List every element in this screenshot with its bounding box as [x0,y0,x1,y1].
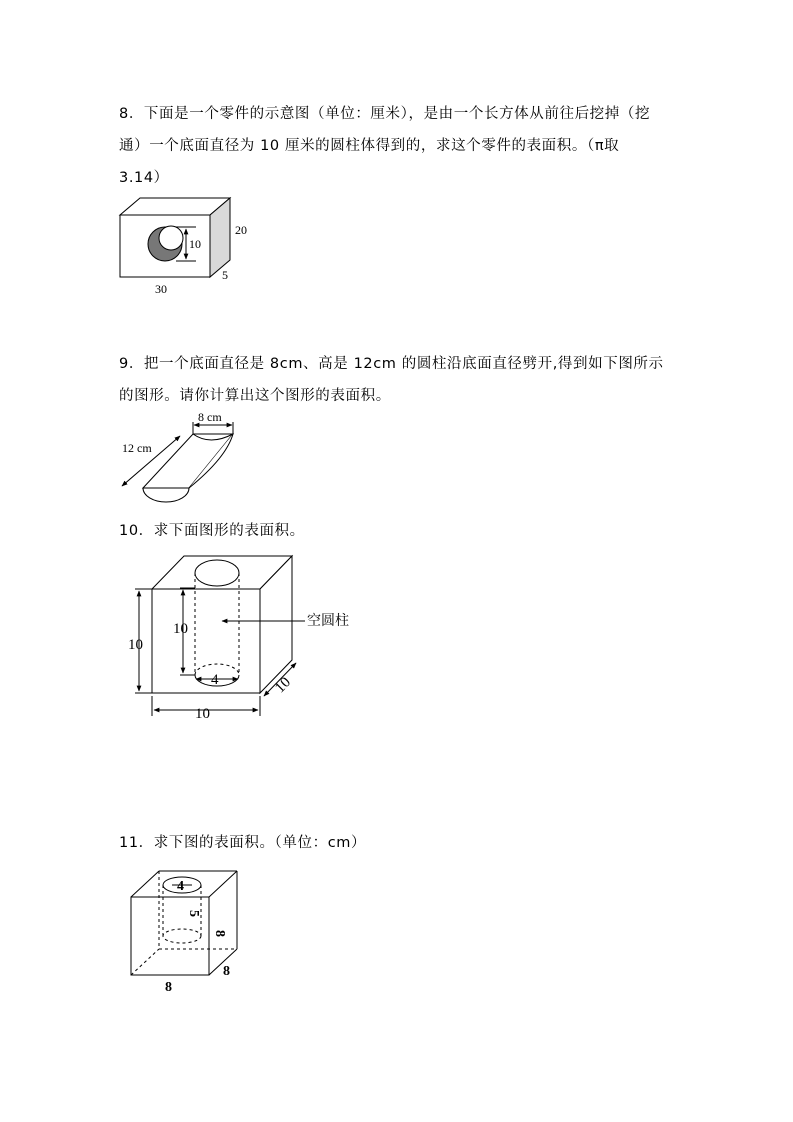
q11-label-height: 8 [212,930,227,937]
q8-text-line2: 通）一个底面直径为 10 厘米的圆柱体得到的，求这个零件的表面积。（π取 [119,138,620,154]
q10-label-inner-height: 10 [173,621,188,637]
q10-text-line1: 10．求下面图形的表面积。 [119,523,305,539]
q11-label-width: 8 [165,980,172,995]
q9-text-line1: 9．把一个底面直径是 8cm、高是 12cm 的圆柱沿底面直径劈开,得到如下图所示 [119,356,664,372]
q8-text-line1: 8．下面是一个零件的示意图（单位：厘米），是由一个长方体从前往后挖掉（挖 [119,106,651,122]
q8-label-diameter: 10 [189,237,201,251]
q10-label-callout: 空圆柱 [307,613,349,629]
q10-label-width: 10 [195,706,210,722]
q8-figure [110,192,270,302]
q8-label-height: 20 [235,223,247,237]
q9-half-cylinder [143,434,233,502]
q11-cube [131,871,237,975]
q10-figure [125,550,365,725]
q10-label-diameter: 4 [211,672,219,688]
q11-text-line1: 11．求下图的表面积。（单位：cm） [119,835,367,851]
q9-figure [110,410,250,510]
q8-text-line3: 3.14） [119,170,169,186]
q9-text-line2: 的图形。请你计算出这个图形的表面积。 [119,388,391,404]
q11-figure [120,866,270,996]
q8-label-depth: 5 [222,268,228,282]
q9-label-diameter: 8 cm [198,410,222,424]
q8-label-length: 30 [155,282,167,296]
q8-cylinder-hole [148,226,183,261]
q11-label-depth: 8 [223,964,230,979]
q10-label-outer-height: 10 [128,637,143,653]
q11-label-diameter: 4 [177,879,184,894]
q10-label-depth: 10 [272,674,295,697]
q11-label-cyl-height: 5 [186,910,201,917]
q9-label-length: 12 cm [122,441,152,455]
